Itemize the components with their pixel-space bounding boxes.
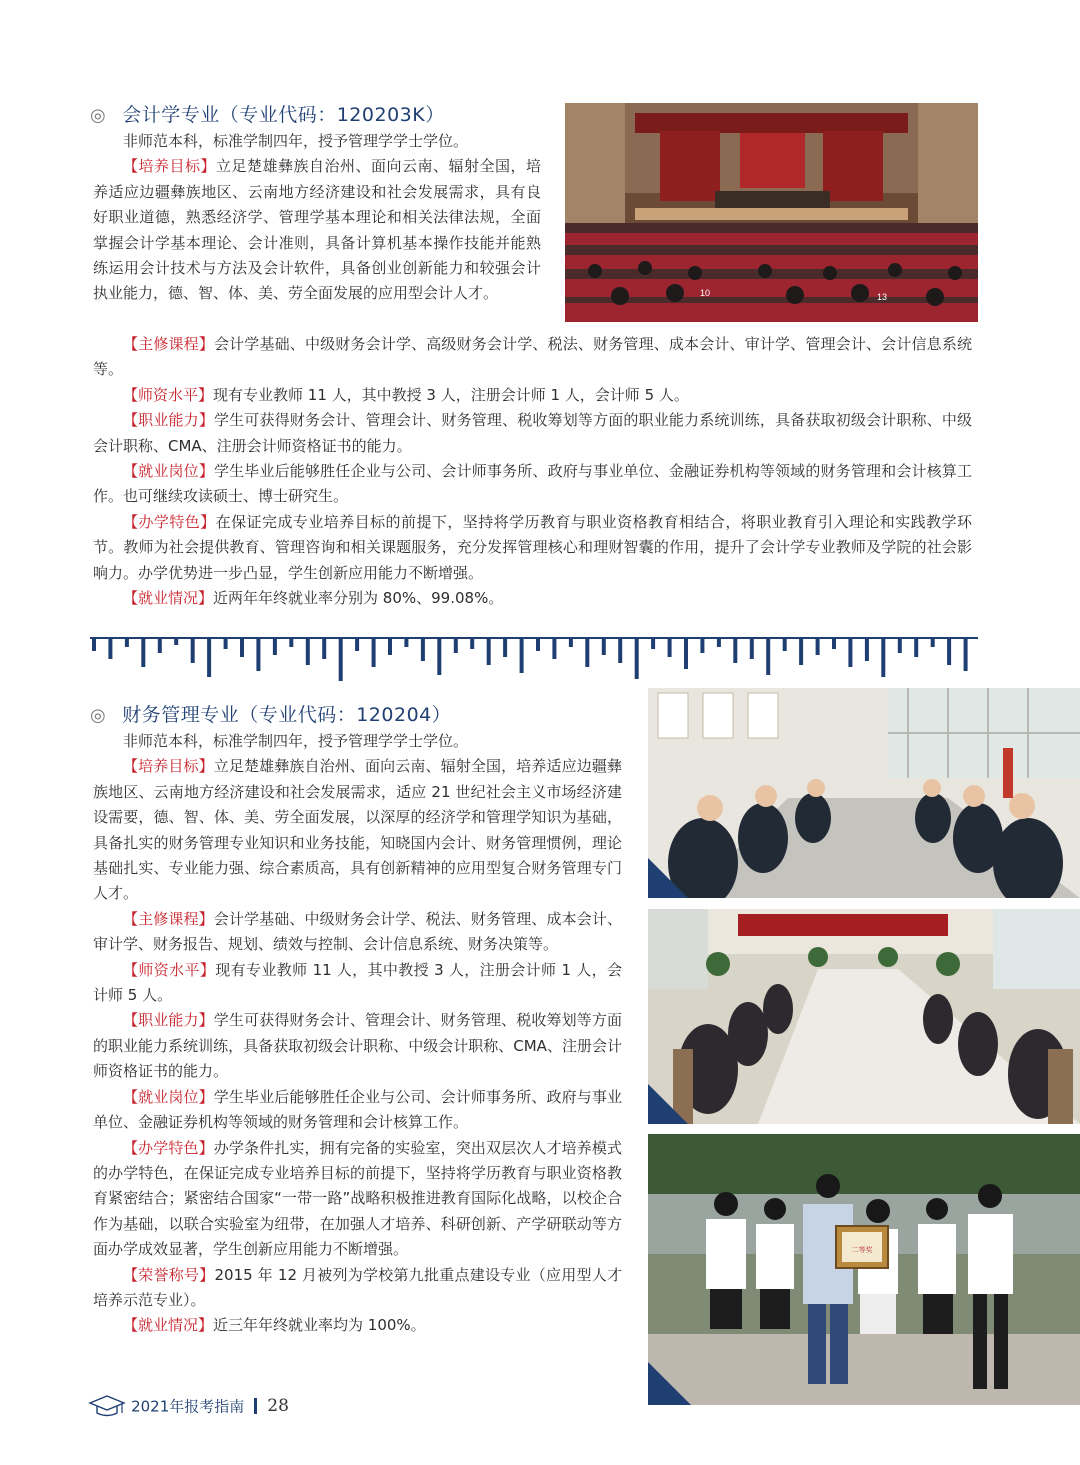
divider-bar <box>372 637 376 667</box>
divider-bar <box>914 637 918 657</box>
barcode-divider <box>90 634 978 682</box>
divider-line <box>90 637 978 639</box>
divider-bar <box>158 637 162 653</box>
divider-bar <box>848 637 852 667</box>
divider-bar <box>816 637 820 655</box>
accounting-text-narrow <box>93 129 541 307</box>
divider-bar <box>766 637 770 675</box>
finance-ability: 【职业能力】学生可获得财务会计、管理会计、财务管理、税收筹划等方面的职业能力系统训练，具备获取初级会计职称、中级会计职称、CMA、注册会计师资格证书的能力。 <box>93 1011 622 1081</box>
circle-bullet-icon: ◎ <box>90 705 107 726</box>
finance-intro: 非师范本科，标准学制四年，授予管理学学士学位。 <box>123 732 469 750</box>
seat-number: 13 <box>877 292 888 302</box>
divider-bar <box>651 637 655 649</box>
divider-bar <box>700 637 704 653</box>
divider-bar <box>733 637 737 663</box>
divider-bar <box>207 637 211 677</box>
divider-bar <box>454 637 458 653</box>
divider-bar <box>125 637 129 647</box>
divider-bar <box>635 637 639 679</box>
divider-bar <box>92 637 96 651</box>
finance-feature: 【办学特色】办学条件扎实，拥有完备的实验室，突出双层次人才培养模式的办学特色，在保证完成专业培养目标的前提下，坚持将学历教育与职业资格教育紧密结合；紧密结合国家“一带一路”战略积极推进教育国际化战略，以校企合作为基础，以联合实验室为纽带，在加强人才培养、科研创新、产学研联动等方面办学成效显著，学生创新应用能力不断增强。 <box>93 1138 622 1259</box>
divider-bar <box>585 637 589 667</box>
divider-bar <box>355 637 359 651</box>
certificate-text: 二等奖 <box>851 1246 873 1254</box>
auditorium-photo <box>565 103 978 322</box>
divider-bar <box>256 637 260 671</box>
divider-bar <box>437 637 441 675</box>
divider-bar <box>470 637 474 649</box>
accounting-job: 【就业岗位】学生毕业后能够胜任企业与公司、会计师事务所、政府与事业单位、金融证券机构等领域的财务管理和会计核算工作。也可继续攻读硕士、博士研究生。 <box>93 462 972 506</box>
divider-bar <box>240 637 244 657</box>
accounting-faculty: 【师资水平】现有专业教师 11 人，其中教授 3 人，注册会计师 1 人，会计师 5 人。 <box>123 385 689 404</box>
accounting-section-title: ◎ 会计学专业（专业代码：120203K） <box>90 104 445 126</box>
footer-separator <box>254 1398 257 1414</box>
conference-photo <box>648 909 1080 1124</box>
divider-bar <box>750 637 754 659</box>
divider-bar <box>964 637 968 671</box>
award-photo <box>648 1134 1080 1405</box>
divider-bar <box>832 637 836 649</box>
finance-course: 【主修课程】会计学基础、中级财务会计学、税法、财务管理、成本会计、审计学、财务报告、规划、绩效与控制、会计信息系统、财务决策等。 <box>93 909 622 954</box>
accounting-employment: 【就业情况】近两年年终就业率分别为 80%、99.08%。 <box>123 589 504 608</box>
divider-bar <box>865 637 869 661</box>
finance-faculty: 【师资水平】现有专业教师 11 人，其中教授 3 人，注册会计师 1 人，会计师 5 人。 <box>93 960 622 1005</box>
divider-bar <box>141 637 145 667</box>
accounting-feature: 【办学特色】在保证完成专业培养目标的前提下，坚持将学历教育与职业资格教育相结合，将职业教育引入理论和实践教学环节。教师为社会提供教育、管理咨询和相关课题服务，充分发挥管理核心和理财智囊的作用，提升了会计学专业教师及学院的社会影响力。办学优势进一步凸显，学生创新应用能力不断增强。 <box>93 512 972 582</box>
divider-bar <box>289 637 293 647</box>
divider-bar <box>684 637 688 669</box>
divider-bar <box>174 637 178 645</box>
accounting-course: 【主修课程】会计学基础、中级财务会计学、高级财务会计学、税法、财务管理、成本会计、审计学、管理会计、会计信息系统等。 <box>93 335 972 379</box>
divider-bar <box>552 637 556 659</box>
accounting-goal: 【培养目标】立足楚雄彝族自治州、面向云南、辐射全国，培养适应边疆彝族地区、云南地方经济建设和社会发展需求，具有良好职业道德，熟悉经济学、管理学基本理论和相关法律法规，全面掌握会计学基本理论、会计准则，具备计算机基本操作技能并能熟练运用会计技术与方法及会计软件，具备创业创新能力和较强会计执业能力，德、智、体、美、劳全面发展的应用型会计人才。 <box>93 157 541 303</box>
divider-bar <box>306 637 310 665</box>
divider-bar <box>520 637 524 673</box>
divider-bar <box>421 637 425 661</box>
divider-bar <box>487 637 491 665</box>
divider-bar <box>569 637 573 647</box>
divider-bar <box>404 637 408 647</box>
divider-bar <box>503 637 507 657</box>
guide-title: 2021年报考指南 <box>131 1397 245 1416</box>
divider-bar <box>898 637 902 653</box>
divider-bar <box>224 637 228 649</box>
divider-bar <box>191 637 195 663</box>
divider-bar <box>881 637 885 677</box>
finance-honor: 【荣誉称号】2015 年 12 月被列为学校第九批重点建设专业（应用型人才培养示范专业）。 <box>93 1265 622 1309</box>
accounting-intro: 非师范本科，标准学制四年，授予管理学学士学位。 <box>123 132 469 150</box>
finance-employment: 【就业情况】近三年年终就业率均为 100%。 <box>123 1316 426 1335</box>
divider-bar <box>339 637 343 681</box>
divider-bar <box>717 637 721 647</box>
finance-section-title: ◎ 财务管理专业（专业代码：120204） <box>90 704 452 726</box>
divider-bar <box>602 637 606 655</box>
divider-bar <box>273 637 277 655</box>
divider-bar <box>799 637 803 665</box>
page-footer <box>88 1393 289 1421</box>
circle-bullet-icon: ◎ <box>90 105 107 126</box>
page-number: 28 <box>267 1396 289 1416</box>
finance-goal: 【培养目标】立足楚雄彝族自治州、面向云南、辐射全国，培养适应边疆彝族地区、云南地方经济建设和社会发展需求，适应 21 世纪社会主义市场经济建设需要，德、智、体、美、劳全面发展，以深厚的经济学和管理学知识为基础，具备扎实的财务管理专业知识和业务技能，知晓国内会计、财务管理惯例，理论基础扎实、专业能力强、综合素质高，具有创新精神的应用型复合财务管理专门人才。 <box>93 757 622 903</box>
finance-job: 【就业岗位】学生毕业后能够胜任企业与公司、会计师事务所、政府与事业单位、金融证券机构等领域的财务管理和会计核算工作。 <box>93 1087 622 1132</box>
seat-number: 10 <box>700 288 711 298</box>
accounting-ability: 【职业能力】学生可获得财务会计、管理会计、财务管理、税收筹划等方面的职业能力系统训练，具备获取初级会计职称、中级会计职称、CMA、注册会计师资格证书的能力。 <box>93 411 972 455</box>
divider-bar <box>388 637 392 655</box>
divider-bar <box>947 637 951 665</box>
accounting-text-wide <box>93 332 972 611</box>
divider-bar <box>536 637 540 651</box>
divider-bar <box>108 637 112 659</box>
divider-bar <box>931 637 935 647</box>
meeting-photo <box>648 688 1080 898</box>
divider-bar <box>322 637 326 659</box>
goal-label: 【培养目标】 <box>123 157 216 176</box>
graduation-cap-icon <box>88 1393 126 1419</box>
divider-bar <box>668 637 672 657</box>
divider-bar <box>618 637 622 663</box>
divider-bar <box>783 637 787 651</box>
finance-text <box>93 729 622 1339</box>
